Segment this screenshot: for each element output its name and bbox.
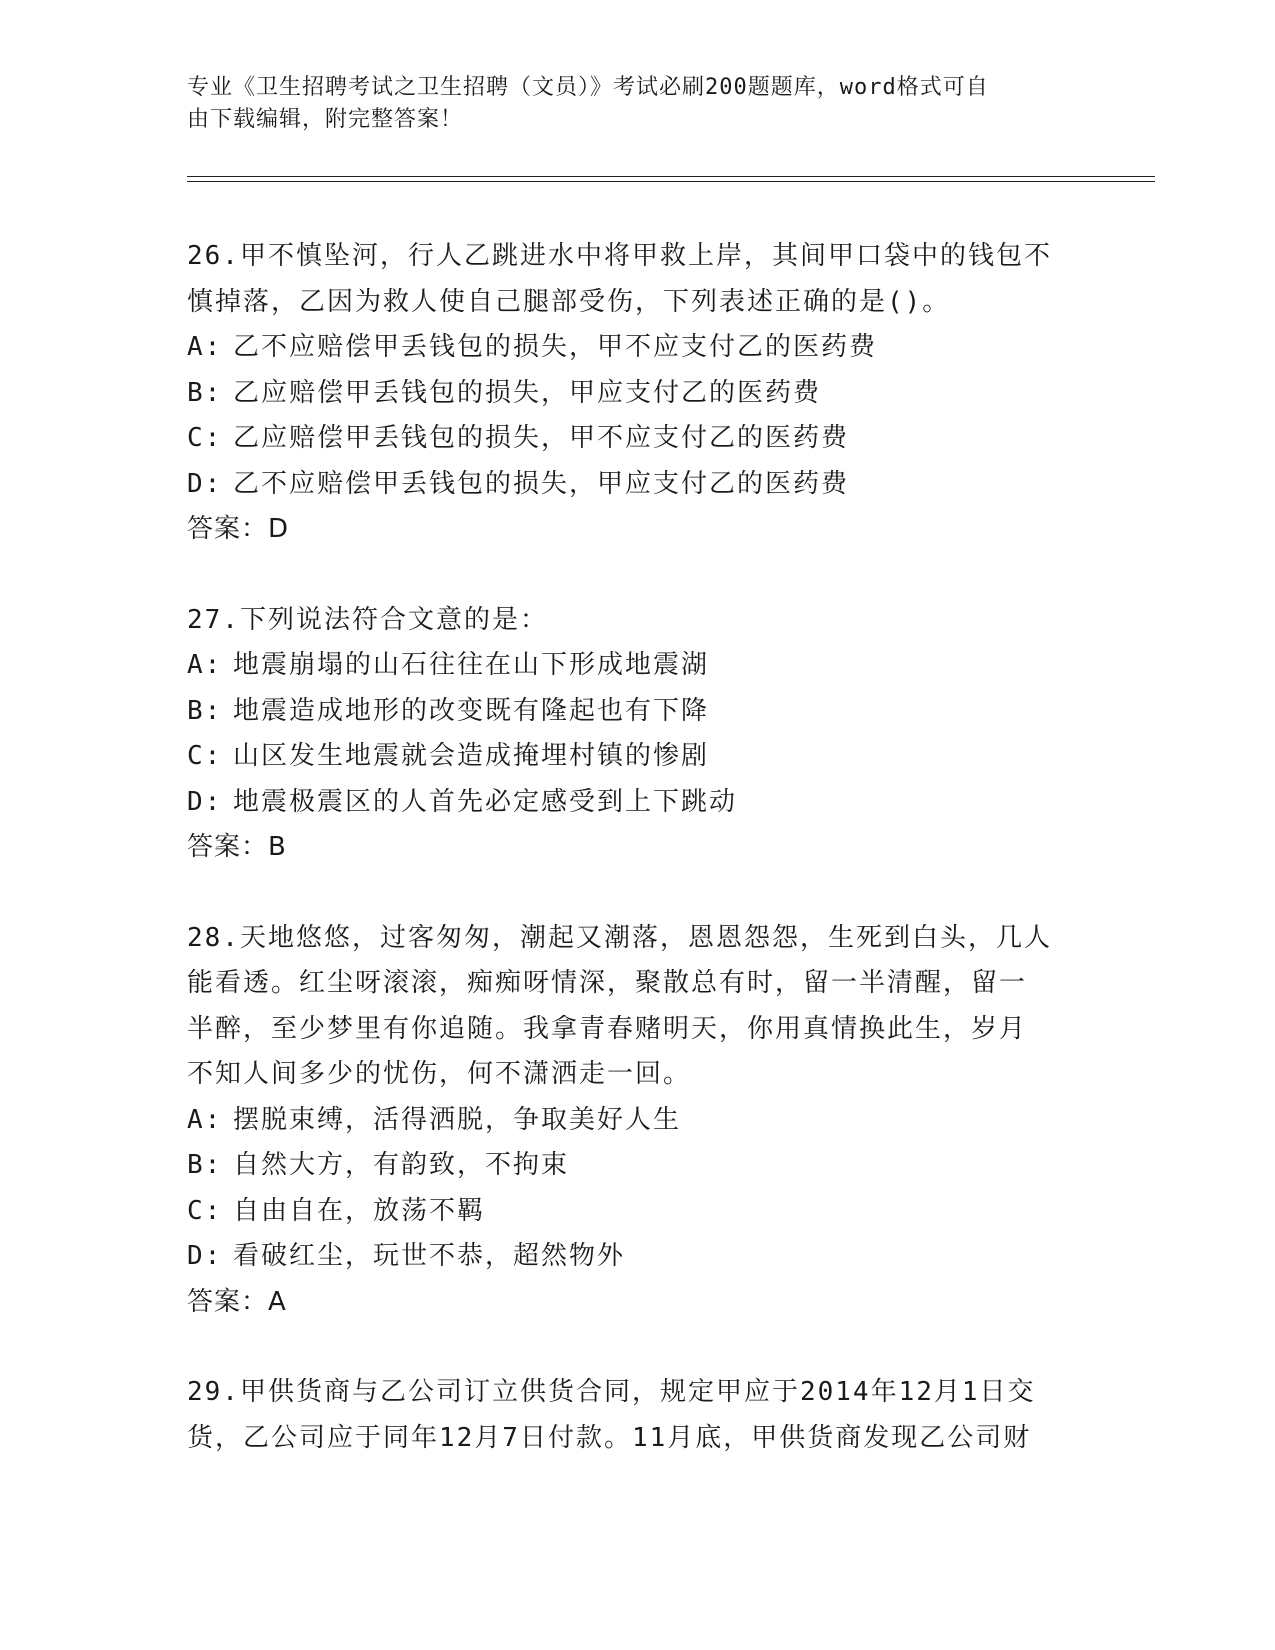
option-text: 看破红尘，玩世不恭，超然物外 (233, 1241, 626, 1271)
answer-line: 答案：A (187, 1286, 287, 1317)
option-letter: C: (187, 423, 223, 453)
option-letter: D: (187, 1241, 223, 1271)
option-letter: B: (187, 377, 223, 408)
option-text: 地震造成地形的改变既有隆起也有下降 (233, 695, 710, 726)
option-text: 地震极震区的人首先必定感受到上下跳动 (233, 786, 738, 817)
option-d (187, 780, 1087, 826)
option-text: 摆脱束缚，活得洒脱，争取美好人生 (233, 1104, 682, 1135)
option-text: 乙不应赔偿甲丢钱包的损失，甲应支付乙的医药费 (233, 468, 850, 499)
option-letter: D: (187, 786, 223, 817)
option-text: 自然大方，有韵致，不拘束 (233, 1150, 570, 1180)
option-letter: B: (187, 695, 223, 726)
option-c (187, 734, 1087, 780)
option-letter: C: (187, 741, 223, 771)
header-line-1: 专业《卫生招聘考试之卫生招聘（文员）》考试必刷200题题库，word格式可自 (187, 75, 989, 100)
option-d (187, 1234, 1087, 1280)
option-b (187, 1143, 1087, 1189)
option-a (187, 1098, 1087, 1144)
option-a (187, 325, 1087, 371)
question-stem-line: 慎掉落，乙因为救人使自己腿部受伤，下列表述正确的是()。 (187, 286, 951, 317)
option-text: 乙应赔偿甲丢钱包的损失，甲应支付乙的医药费 (233, 377, 822, 408)
header-line-2: 由下载编辑，附完整答案！ (187, 107, 464, 132)
question-stem-line: 能看透。红尘呀滚滚，痴痴呀情深，聚散总有时，留一半清醒，留一 (187, 968, 1028, 998)
option-c (187, 416, 1087, 462)
answer-line: 答案：B (187, 832, 287, 862)
option-text: 乙不应赔偿甲丢钱包的损失，甲不应支付乙的医药费 (233, 332, 878, 362)
question-27 (187, 598, 1087, 871)
question-stem-line: 货，乙公司应于同年12月7日付款。11月底，甲供货商发现乙公司财 (187, 1422, 1032, 1453)
option-text: 自由自在，放荡不羁 (233, 1195, 486, 1226)
question-29 (187, 1370, 1087, 1461)
option-letter: D: (187, 468, 223, 499)
question-stem-line: 半醉，至少梦里有你追随。我拿青春赌明天，你用真情换此生，岁月 (187, 1013, 1028, 1044)
option-letter: C: (187, 1195, 223, 1226)
option-b (187, 689, 1087, 735)
option-text: 地震崩塌的山石往往在山下形成地震湖 (233, 650, 710, 680)
option-text: 山区发生地震就会造成掩埋村镇的惨剧 (233, 741, 710, 771)
question-stem-line: 29.甲供货商与乙公司订立供货合同，规定甲应于2014年12月1日交 (187, 1377, 1036, 1407)
question-stem-line: 27.下列说法符合文意的是： (187, 604, 548, 635)
option-letter: A: (187, 332, 223, 362)
question-stem-line: 26.甲不慎坠河，行人乙跳进水中将甲救上岸，其间甲口袋中的钱包不 (187, 241, 1052, 271)
option-c (187, 1189, 1087, 1235)
option-letter: A: (187, 1104, 223, 1135)
option-d (187, 462, 1087, 508)
option-letter: A: (187, 650, 223, 680)
header-divider (187, 176, 1155, 182)
answer-line: 答案：D (187, 514, 290, 544)
option-b (187, 371, 1087, 417)
option-letter: B: (187, 1150, 223, 1180)
question-26 (187, 234, 1087, 553)
question-list (187, 234, 1087, 1506)
question-28 (187, 916, 1087, 1326)
question-stem-line: 28.天地悠悠，过客匆匆，潮起又潮落，恩恩怨怨，生死到白头，几人 (187, 922, 1052, 953)
document-header (187, 72, 1067, 136)
option-text: 乙应赔偿甲丢钱包的损失，甲不应支付乙的医药费 (233, 423, 850, 453)
option-a (187, 643, 1087, 689)
question-stem-line: 不知人间多少的忧伤，何不潇洒走一回。 (187, 1059, 692, 1089)
